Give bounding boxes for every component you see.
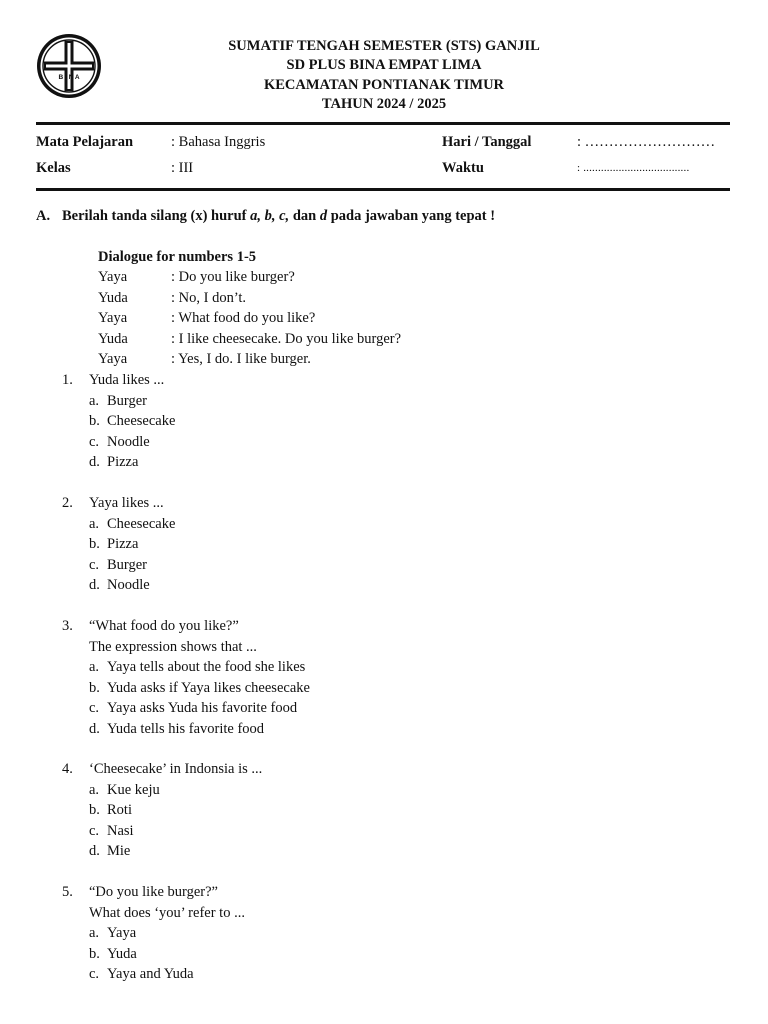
question-number: 4. (62, 761, 73, 777)
answer-option[interactable] (0, 555, 768, 576)
class-label: Kelas (36, 160, 71, 176)
option-text: Pizza (107, 536, 139, 552)
option-letter: a. (89, 392, 100, 409)
info-row-class (0, 158, 768, 178)
info-row-subject (0, 132, 768, 152)
answer-option[interactable] (0, 411, 768, 432)
instruction-conj: dan (289, 208, 320, 224)
question-number: 2. (62, 495, 73, 511)
option-text: Burger (107, 556, 148, 573)
option-letter: c. (89, 822, 100, 839)
answer-option[interactable] (0, 964, 768, 985)
answer-option[interactable] (0, 944, 768, 965)
option-text: Cheesecake (107, 413, 176, 429)
option-text: Yaya asks Yuda his favorite food (107, 700, 298, 716)
class-value: : III (171, 160, 194, 176)
option-text: Roti (107, 802, 132, 818)
option-text: Yaya tells about the food she likes (107, 659, 306, 675)
top-divider (36, 122, 730, 125)
option-letter: a. (89, 925, 100, 941)
question-line (0, 370, 768, 391)
option-text: Yaya and Yuda (107, 966, 194, 982)
dialogue-utterance: : What food do you like? (171, 310, 316, 326)
instruction-text: Berilah tanda silang (x) huruf (62, 208, 251, 224)
question-item (0, 616, 768, 739)
header-year: TAHUN 2024 / 2025 (321, 95, 447, 112)
question-text: Yuda likes ... (89, 372, 165, 388)
answer-option[interactable] (0, 391, 768, 412)
bottom-divider (36, 188, 730, 191)
option-letter: d. (89, 843, 100, 859)
dialogue-title: Dialogue for numbers 1-5 (98, 249, 257, 265)
dialogue-speaker: Yuda (98, 289, 128, 306)
option-letter: a. (89, 659, 100, 675)
answer-option[interactable] (0, 678, 768, 699)
question-line (0, 493, 768, 514)
question-number: 3. (62, 618, 73, 634)
question-text: ‘Cheesecake’ in Indonsia is ... (89, 761, 263, 777)
answer-option[interactable] (0, 432, 768, 453)
option-text: Yuda (107, 945, 137, 962)
dialogue-speaker: Yuda (98, 330, 128, 347)
option-text: Yaya (107, 925, 137, 941)
option-letter: c. (89, 556, 100, 573)
option-letter: a. (89, 515, 100, 532)
dialogue-utterance: : I like cheesecake. Do you like burger? (171, 330, 402, 347)
option-text: Noodle (107, 433, 150, 450)
answer-option[interactable] (0, 698, 768, 719)
option-letter: b. (89, 945, 100, 962)
option-text: Kue keju (107, 781, 160, 798)
exam-header (0, 37, 768, 114)
option-letter: d. (89, 577, 100, 593)
option-letter: c. (89, 433, 100, 450)
option-letter: b. (89, 413, 100, 429)
question-text: “What food do you like?” (89, 618, 239, 634)
header-title: SUMATIF TENGAH SEMESTER (STS) GANJIL (228, 38, 540, 54)
question-text: The expression shows that ... (89, 638, 257, 655)
header-district: KECAMATAN PONTIANAK TIMUR (263, 76, 505, 93)
option-text: Nasi (107, 822, 134, 839)
question-item (0, 759, 768, 862)
option-letter: b. (89, 536, 100, 552)
answer-option[interactable] (0, 821, 768, 842)
subject-value: : Bahasa Inggris (171, 134, 266, 150)
option-d-marker: d (319, 208, 328, 224)
answer-option[interactable] (0, 534, 768, 555)
question-line (0, 759, 768, 780)
option-text: Mie (107, 843, 131, 859)
answer-option[interactable] (0, 780, 768, 801)
dialogue-utterance: : Do you like burger? (171, 269, 295, 285)
answer-option[interactable] (0, 719, 768, 740)
answer-option[interactable] (0, 452, 768, 473)
option-c-marker: c, (279, 208, 290, 224)
option-text: Yuda tells his favorite food (107, 720, 265, 737)
answer-option[interactable] (0, 575, 768, 596)
dialogue-speaker: Yaya (98, 269, 128, 285)
option-letter: c. (89, 966, 100, 982)
time-label: Waktu (442, 160, 484, 176)
question-line (0, 637, 768, 658)
option-text: Cheesecake (107, 515, 176, 532)
option-letter: b. (89, 679, 100, 696)
header-school: SD PLUS BINA EMPAT LIMA (286, 57, 482, 74)
option-text: Yuda asks if Yaya likes cheesecake (107, 679, 310, 696)
date-label: Hari / Tanggal (442, 134, 532, 150)
section-letter: A. (36, 208, 51, 224)
option-text: Pizza (107, 454, 139, 470)
question-item (0, 370, 768, 473)
answer-option[interactable] (0, 923, 768, 944)
question-line (0, 903, 768, 924)
date-field[interactable]: : ……………………… (577, 134, 716, 150)
answer-option[interactable] (0, 841, 768, 862)
dialogue-utterance: : Yes, I do. I like burger. (171, 351, 311, 367)
question-item (0, 493, 768, 596)
dialogue-speaker: Yaya (98, 310, 128, 326)
question-number: 1. (62, 372, 73, 388)
option-letter: d. (89, 720, 100, 737)
answer-option[interactable] (0, 657, 768, 678)
question-line (0, 882, 768, 903)
option-b-marker: b, (264, 208, 276, 224)
question-text: Yaya likes ... (89, 495, 164, 511)
question-item (0, 882, 768, 985)
question-number: 5. (62, 884, 73, 900)
option-letter: c. (89, 700, 100, 716)
dialogue-utterance: : No, I don’t. (171, 289, 247, 306)
option-text: Noodle (107, 577, 150, 593)
option-letter: b. (89, 802, 100, 818)
question-text: “Do you like burger?” (89, 884, 218, 900)
question-text: What does ‘you’ refer to ... (89, 904, 245, 921)
option-letter: d. (89, 454, 100, 470)
instruction-end: pada jawaban yang tepat ! (327, 208, 496, 224)
option-text: Burger (107, 392, 148, 409)
subject-label: Mata Pelajaran (36, 134, 134, 150)
option-letter: a. (89, 781, 100, 798)
logo-lettering: B I N A (58, 74, 80, 81)
question-line (0, 616, 768, 637)
dialogue-speaker: Yaya (98, 351, 128, 367)
answer-option[interactable] (0, 514, 768, 535)
section-instruction (36, 206, 495, 226)
time-field[interactable]: : .................................... (577, 162, 690, 174)
answer-option[interactable] (0, 800, 768, 821)
option-a-marker: a, (250, 208, 261, 224)
